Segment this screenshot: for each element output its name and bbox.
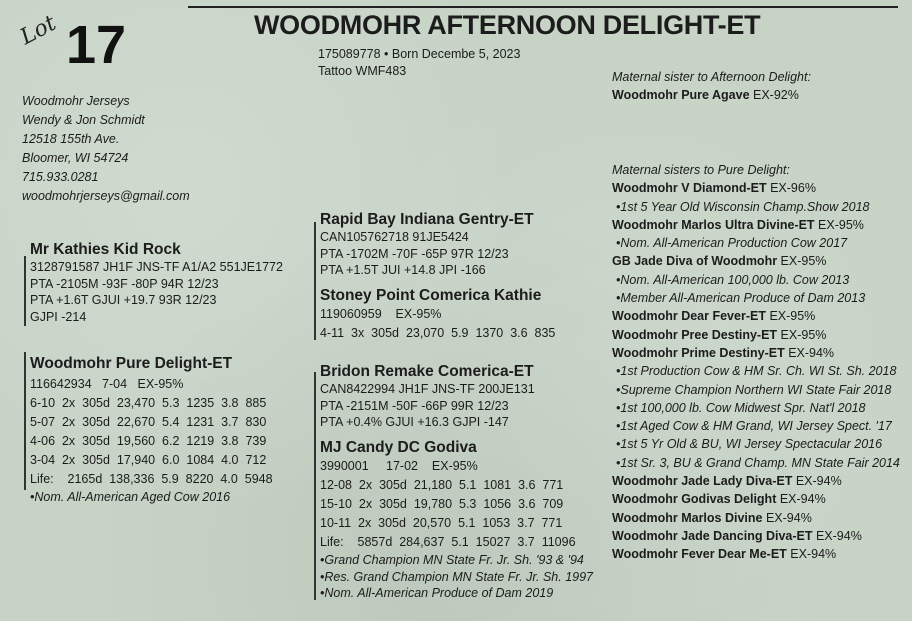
sister-achievement: •1st Sr. 3, BU & Grand Champ. MN State Fair 2014 xyxy=(616,455,900,470)
sister-name: Woodmohr Pree Destiny-ET xyxy=(612,327,778,342)
sister-entry xyxy=(612,545,900,563)
sister-entry xyxy=(612,307,900,325)
dam-name: Woodmohr Pure Delight-ET xyxy=(30,355,233,372)
sister-achievement: •Nom. All-American 100,000 lb. Cow 2013 xyxy=(616,272,850,287)
sister-name: Woodmohr Jade Lady Diva-ET xyxy=(612,474,793,489)
registration-line: 175089778 • Born Decembe 5, 2023 xyxy=(318,47,521,61)
dam-sire-block xyxy=(320,363,535,431)
sire-detail-line: PTA -2105M -93F -80P 94R 12/23 xyxy=(30,276,219,291)
dam-dam-name: MJ Candy DC Godiva xyxy=(320,439,477,456)
sister-score: EX-94% xyxy=(784,345,835,360)
dam-dam-record-line: Life: 5857d 284,637 5.1 15027 3.7 11096 xyxy=(320,535,576,549)
dam-dam-record-line: 12-08 2x 305d 21,180 5.1 1081 3.6 771 xyxy=(320,478,564,492)
sister-entry xyxy=(612,326,900,344)
owner-line: Woodmohr Jerseys xyxy=(22,94,130,108)
sister-name: Woodmohr Fever Dear Me-ET xyxy=(612,547,787,562)
dam-dam-records xyxy=(320,457,593,552)
dam-dam-note: •Res. Grand Champion MN State Fr. Jr. Sh. 1997 xyxy=(320,569,594,584)
sire-bracket xyxy=(24,256,26,326)
sister-entry xyxy=(612,509,900,527)
sister-entry xyxy=(612,472,900,490)
sire-parents-bracket xyxy=(314,222,316,340)
dam-record-line: 5-07 2x 305d 22,670 5.4 1231 3.7 830 xyxy=(30,415,267,429)
sister-score: EX-94% xyxy=(786,547,837,562)
sister-entry xyxy=(612,344,900,362)
sister-achievement: •1st 5 Year Old Wisconsin Champ.Show 2018 xyxy=(616,199,870,214)
dam-sire-detail-line: CAN8422994 JH1F JNS-TF 200JE131 xyxy=(320,382,535,396)
sire-name: Mr Kathies Kid Rock xyxy=(30,241,181,258)
sister-entry xyxy=(612,216,900,234)
sister-name: Woodmohr Marlos Divine xyxy=(612,510,763,525)
sire-block xyxy=(30,241,283,325)
dam-dam-note: •Nom. All-American Produce of Dam 2019 xyxy=(320,586,554,600)
sister-score: EX-95% xyxy=(765,309,816,324)
dam-dam-record-line: 10-11 2x 305d 20,570 5.1 1053 3.7 771 xyxy=(320,516,563,530)
sire-details xyxy=(30,259,283,325)
maternal-sisters-heading: Maternal sisters to Pure Delight: xyxy=(612,163,790,177)
sire-dam-details xyxy=(320,305,555,343)
maternal-sister-score: EX-92% xyxy=(749,88,799,103)
sire-dam-block xyxy=(320,287,555,343)
maternal-sisters-list xyxy=(612,179,900,563)
sister-score: EX-95% xyxy=(777,254,827,269)
page-title: WOODMOHR AFTERNOON DELIGHT-ET xyxy=(254,10,761,40)
sister-achievement: •1st Production Cow & HM Sr. Ch. WI St. Sh. 2018 xyxy=(616,364,897,379)
sister-name: Woodmohr Godivas Delight xyxy=(612,492,777,507)
sire-detail-line: 3128791587 JH1F JNS-TF A1/A2 551JE1772 xyxy=(30,260,283,274)
maternal-sister-block xyxy=(612,68,811,105)
sire-dam-detail-line: 119060959 EX-95% xyxy=(320,307,442,321)
sire-sire-details xyxy=(320,229,534,279)
header-rule xyxy=(188,6,898,8)
sister-achievement: •1st 5 Yr Old & BU, WI Jersey Spectacular 2016 xyxy=(616,437,883,452)
dam-dam-note: •Grand Champion MN State Fr. Jr. Sh. '93 & '94 xyxy=(320,553,584,567)
sire-dam-name: Stoney Point Comerica Kathie xyxy=(320,287,542,304)
sister-entry xyxy=(612,179,900,197)
sister-score: EX-94% xyxy=(762,510,812,525)
dam-dam-notes xyxy=(320,552,593,602)
sister-score: EX-95% xyxy=(777,327,827,342)
sister-name: Woodmohr Marlos Ultra Divine-ET xyxy=(612,217,815,232)
dam-sire-detail-line: PTA -2151M -50F -66P 99R 12/23 xyxy=(320,398,509,413)
sire-detail-line: PTA +1.6T GJUI +19.7 93R 12/23 xyxy=(30,293,217,307)
dam-record-line: 6-10 2x 305d 23,470 5.3 1235 3.8 885 xyxy=(30,396,267,410)
dam-dam-block xyxy=(320,439,593,602)
sister-name: Woodmohr Jade Dancing Diva-ET xyxy=(612,528,813,543)
sister-score: EX-94% xyxy=(792,474,842,489)
sister-achievement: •1st 100,000 lb. Cow Midwest Spr. Nat'l 2018 xyxy=(616,400,866,415)
sire-sire-detail-line: CAN105762718 91JE5424 xyxy=(320,230,469,244)
dam-block xyxy=(30,355,273,506)
owner-line: 715.933.0281 xyxy=(22,170,99,184)
sister-name: GB Jade Diva of Woodmohr xyxy=(612,254,778,269)
lot-number: 17 xyxy=(66,15,127,75)
maternal-sister-heading: Maternal sister to Afternoon Delight: xyxy=(612,70,811,84)
sister-achievement: •Nom. All-American Production Cow 2017 xyxy=(616,236,848,251)
sister-achievement: •Member All-American Produce of Dam 2013 xyxy=(616,291,866,306)
sister-score: EX-96% xyxy=(766,181,816,196)
maternal-sister-name: Woodmohr Pure Agave xyxy=(612,88,750,103)
sister-name: Woodmohr V Diamond-ET xyxy=(612,181,767,196)
dam-record-line: Life: 2165d 138,336 5.9 8220 4.0 5948 xyxy=(30,472,273,486)
lot-label: Lot xyxy=(16,10,61,51)
dam-dam-record-line: 15-10 2x 305d 19,780 5.3 1056 3.6 709 xyxy=(320,497,564,511)
sister-entry xyxy=(612,490,900,508)
sire-detail-line: GJPI -214 xyxy=(30,309,87,324)
dam-bracket xyxy=(24,352,26,490)
sister-score: EX-94% xyxy=(776,492,826,507)
sire-sire-name: Rapid Bay Indiana Gentry-ET xyxy=(320,211,534,228)
tattoo-line: Tattoo WMF483 xyxy=(318,64,407,78)
owner-line: 12518 155th Ave. xyxy=(22,132,120,146)
dam-record-line: 116642934 7-04 EX-95% xyxy=(30,377,184,391)
dam-note: •Nom. All-American Aged Cow 2016 xyxy=(30,490,231,504)
dam-sire-details xyxy=(320,381,535,431)
owner-line: Wendy & Jon Schmidt xyxy=(22,113,145,127)
sire-sire-detail-line: PTA -1702M -70F -65P 97R 12/23 xyxy=(320,246,509,261)
sire-dam-detail-line: 4-11 3x 305d 23,070 5.9 1370 3.6 835 xyxy=(320,326,556,340)
dam-parents-bracket xyxy=(314,372,316,600)
sister-score: EX-94% xyxy=(812,528,862,543)
owner-line: woodmohrjerseys@gmail.com xyxy=(22,189,190,203)
sister-entry xyxy=(612,252,900,270)
dam-sire-detail-line: PTA +0.4% GJUI +16.3 GJPI -147 xyxy=(320,415,509,429)
owner-block xyxy=(22,92,190,206)
sister-score: EX-95% xyxy=(814,217,864,232)
sire-sire-block xyxy=(320,211,534,279)
dam-sire-name: Bridon Remake Comerica-ET xyxy=(320,363,534,380)
sister-achievement: •Supreme Champion Northern WI State Fair 2018 xyxy=(616,382,892,397)
sister-entry xyxy=(612,527,900,545)
dam-records xyxy=(30,375,273,489)
sister-name: Woodmohr Dear Fever-ET xyxy=(612,309,766,324)
sire-sire-detail-line: PTA +1.5T JUI +14.8 JPI -166 xyxy=(320,263,486,277)
sister-name: Woodmohr Prime Destiny-ET xyxy=(612,345,785,360)
dam-record-line: 3-04 2x 305d 17,940 6.0 1084 4.0 712 xyxy=(30,453,267,467)
sister-achievement: •1st Aged Cow & HM Grand, WI Jersey Spect. '17 xyxy=(616,419,892,434)
dam-record-line: 4-06 2x 305d 19,560 6.2 1219 3.8 739 xyxy=(30,434,267,448)
maternal-sisters-pure-block xyxy=(612,161,900,564)
dam-dam-record-line: 3990001 17-02 EX-95% xyxy=(320,459,478,473)
owner-line: Bloomer, WI 54724 xyxy=(22,151,129,165)
